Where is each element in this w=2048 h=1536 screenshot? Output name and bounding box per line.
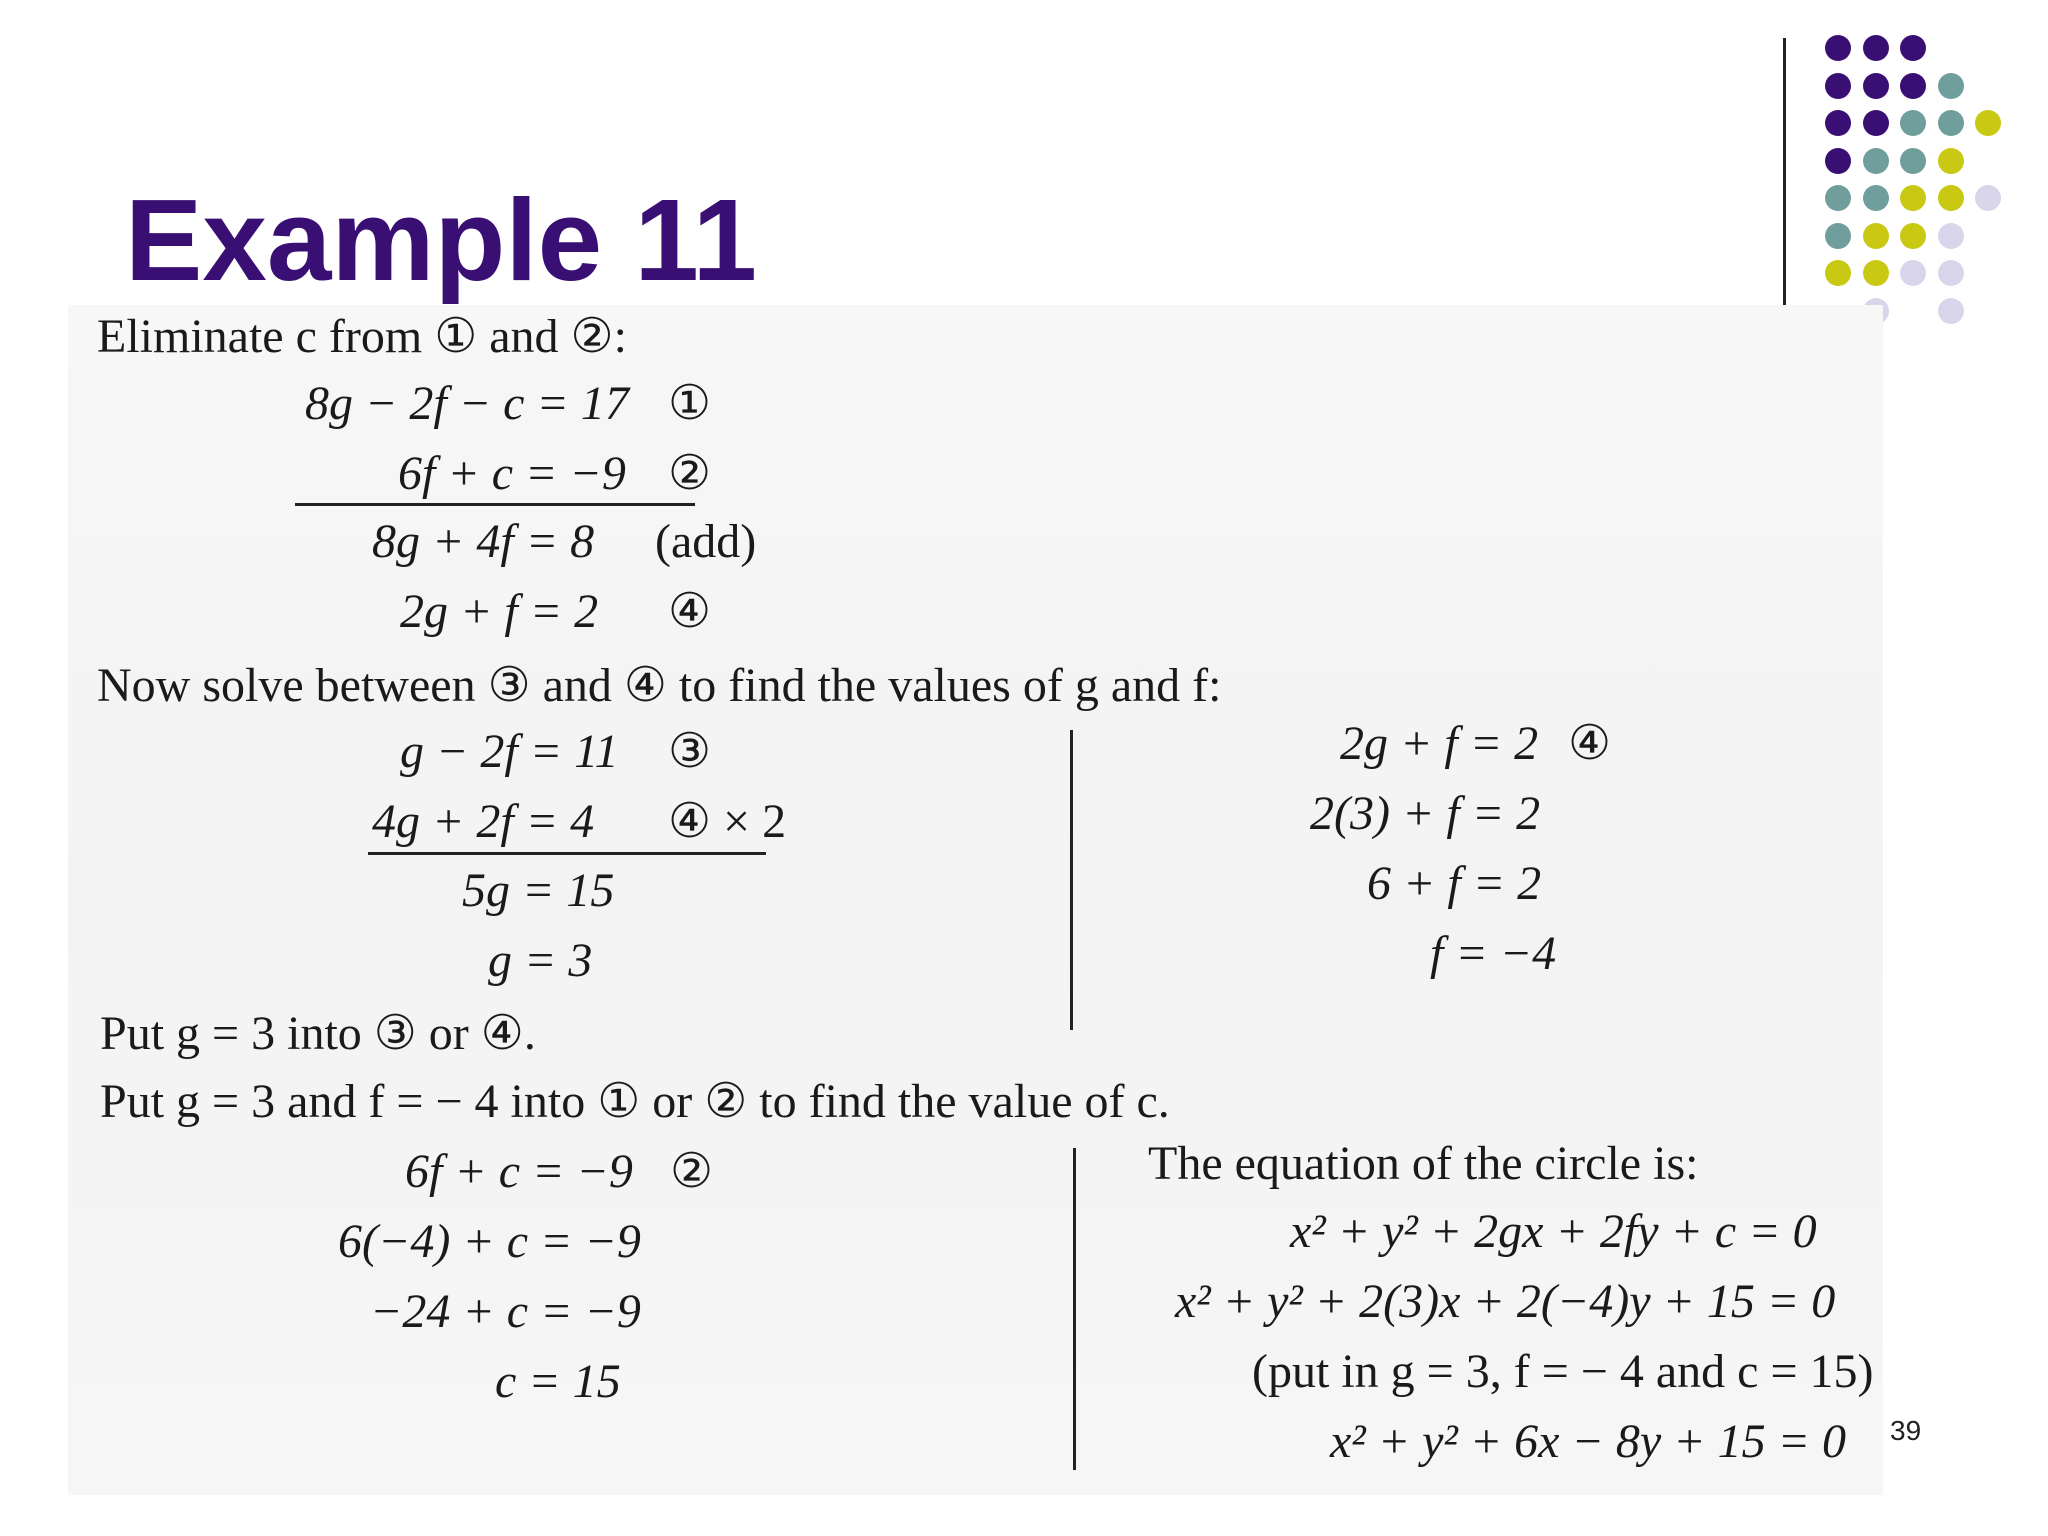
circle-heading: The equation of the circle is:: [1148, 1137, 1699, 1190]
decor-dot: [1938, 185, 1964, 211]
f-equation-2: 2(3) + f = 2: [1310, 787, 1541, 840]
solve-equation-4x2-tag: ④ × 2: [668, 795, 787, 848]
decor-dot: [1938, 260, 1964, 286]
c-result: c = 15: [495, 1355, 621, 1408]
solve-equation-3-tag: ③: [668, 725, 712, 778]
page-number: 39: [1890, 1415, 1922, 1446]
solve-sum: 5g = 15: [462, 864, 615, 917]
decor-dot: [1825, 223, 1851, 249]
f-equation-1-tag: ④: [1568, 717, 1612, 770]
f-equation-1: 2g + f = 2: [1340, 717, 1539, 770]
equation-sum: 8g + 4f = 8: [372, 515, 595, 568]
decor-dot: [1825, 110, 1851, 136]
instruction-eliminate: Eliminate c from ① and ②:: [97, 310, 627, 363]
decor-dot: [1900, 35, 1926, 61]
decor-dot: [1938, 298, 1964, 324]
f-result: f = −4: [1430, 927, 1557, 980]
decor-dot: [1863, 148, 1889, 174]
decor-dot: [1825, 185, 1851, 211]
sum-rule-2: [368, 852, 766, 855]
equation-4: 2g + f = 2: [400, 585, 599, 638]
f-equation-3: 6 + f = 2: [1367, 857, 1542, 910]
circle-substituted-equation: x² + y² + 2(3)x + 2(−4)y + 15 = 0: [1175, 1275, 1836, 1328]
equation-sum-tag: (add): [655, 515, 757, 568]
decor-dot: [1900, 260, 1926, 286]
decor-dot: [1825, 260, 1851, 286]
solve-equation-4x2: 4g + 2f = 4: [372, 795, 595, 848]
sum-rule-1: [295, 503, 695, 506]
decor-divider-line: [1783, 38, 1786, 306]
instruction-solve: Now solve between ③ and ④ to find the values of g and f:: [97, 659, 1222, 712]
equation-1: 8g − 2f − c = 17: [305, 377, 629, 430]
decor-dot: [1863, 185, 1889, 211]
decor-dot: [1938, 73, 1964, 99]
column-divider-2: [1073, 1148, 1076, 1470]
decor-dot: [1863, 35, 1889, 61]
equation-4-tag: ④: [668, 585, 712, 638]
equation-1-tag: ①: [668, 377, 712, 430]
decor-dot: [1900, 73, 1926, 99]
c-equation-3: −24 + c = −9: [370, 1285, 641, 1338]
column-divider-1: [1070, 730, 1073, 1030]
c-equation-2: 6(−4) + c = −9: [338, 1215, 641, 1268]
c-equation-1-tag: ②: [670, 1145, 714, 1198]
solve-equation-3: g − 2f = 11: [400, 725, 619, 778]
circle-final-equation: x² + y² + 6x − 8y + 15 = 0: [1330, 1415, 1846, 1468]
decor-dot: [1975, 185, 2001, 211]
slide-title: Example 11: [125, 175, 757, 305]
decor-dot: [1863, 260, 1889, 286]
decor-dot: [1900, 148, 1926, 174]
instruction-put-2: Put g = 3 and f = − 4 into ① or ② to find the value of c.: [100, 1075, 1170, 1128]
decor-dot: [1975, 110, 2001, 136]
decor-dot: [1938, 148, 1964, 174]
circle-substitution-note: (put in g = 3, f = − 4 and c = 15): [1252, 1345, 1874, 1398]
circle-general-equation: x² + y² + 2gx + 2fy + c = 0: [1290, 1205, 1817, 1258]
equation-2-tag: ②: [668, 447, 712, 500]
decor-dot: [1900, 110, 1926, 136]
decor-dot: [1863, 110, 1889, 136]
decor-dot: [1938, 110, 1964, 136]
decor-dot: [1825, 35, 1851, 61]
equation-2: 6f + c = −9: [398, 447, 626, 500]
c-equation-1: 6f + c = −9: [405, 1145, 633, 1198]
decor-dot: [1863, 223, 1889, 249]
decor-dot: [1938, 223, 1964, 249]
decor-dot: [1900, 223, 1926, 249]
decor-dot: [1825, 148, 1851, 174]
decor-dot: [1900, 185, 1926, 211]
instruction-put-1: Put g = 3 into ③ or ④.: [100, 1007, 536, 1060]
decor-dot: [1863, 73, 1889, 99]
solve-g-result: g = 3: [488, 934, 593, 987]
decor-dot: [1825, 73, 1851, 99]
